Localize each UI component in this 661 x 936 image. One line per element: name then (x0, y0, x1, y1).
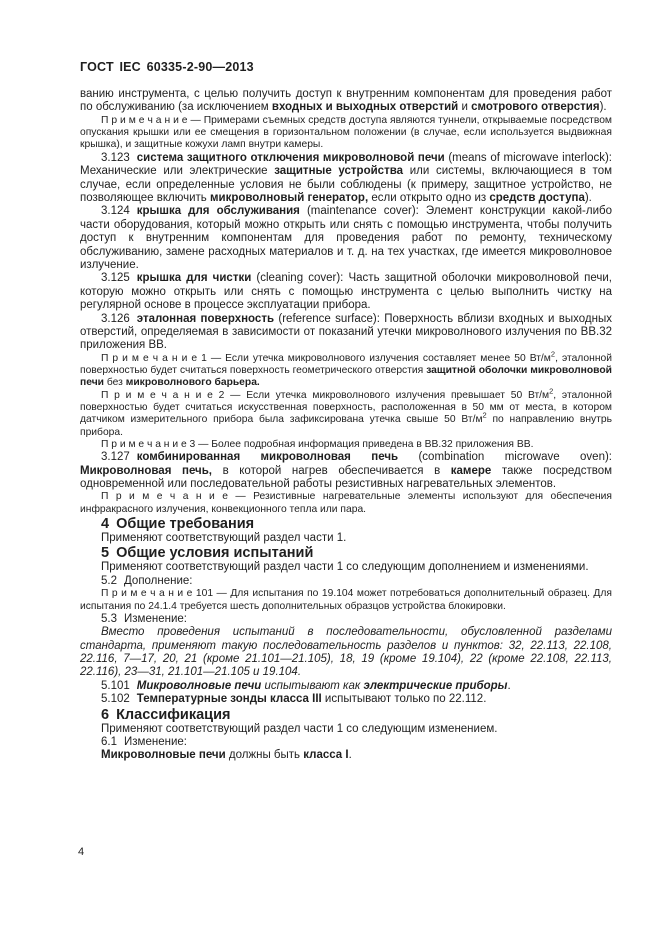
text-run: П р и м е ч а н и е — Примерами съемных средств доступа являются туннели, открываемые посредством опускания крышки или ее смещения в горизонтальном положении (в случае, если используется выдвижная крышка), и защитные кожухи ламп внутри камеры. (80, 114, 612, 151)
text-run: П р и м е ч а н и е 101 — Для испытания по 19.104 может потребоваться дополнительный образец. Для испытания по 24.1.4 требуется шесть дополнительных образцов устройства блокировки. (80, 588, 612, 612)
note-1-reference-surface (80, 349, 612, 390)
text-run: защитной оболочки микроволновой (426, 365, 612, 377)
section-4-body (80, 532, 612, 545)
note-resistive-elements (80, 491, 612, 516)
text-run: Микроволновые печи (101, 749, 226, 762)
definition-3-124 (80, 205, 612, 272)
text-run: крышка для чистки (136, 272, 252, 285)
text-run: микроволновый генератор, (210, 191, 369, 204)
text-run: также посредством одновременной или последовательной работы резистивных нагревательных элементов. (80, 464, 613, 490)
definition-3-125 (80, 272, 612, 312)
text-run: входных и выходных отверстий (271, 101, 459, 114)
text-run: Изменение: (124, 736, 187, 749)
text-run: , эталонной поверхностью будет считаться поверхность геометрического отверстия (80, 352, 612, 377)
text-run: П р и м е ч а н и е 2 — Если утечка микроволнового излучения превышает 50 Вт/м (101, 389, 550, 401)
section-5-intro (80, 561, 612, 574)
superscript-text: 2 (550, 349, 556, 359)
text-run: эталонная поверхность (136, 312, 275, 325)
clause-5-3-text (80, 626, 612, 680)
text-run: испытывают как (261, 679, 364, 692)
text-run: средств доступа (489, 191, 585, 204)
note-101 (80, 588, 612, 613)
text-run: смотрового отверстия (471, 101, 600, 114)
text-run: Общие условия испытаний (116, 545, 314, 562)
definition-3-127 (80, 451, 612, 491)
text-run: крышка для обслуживания (136, 205, 300, 218)
text-run: в которой нагрев обеспечивается в (212, 464, 451, 477)
text-run: Изменение: (124, 612, 187, 625)
definition-3-126 (80, 313, 612, 353)
text-run: микроволнового барьера. (125, 377, 260, 389)
note-2-reference-surface (80, 386, 612, 439)
text-run: . (348, 749, 352, 762)
text-run: 5.2 (101, 574, 117, 587)
text-run: ). (599, 101, 607, 114)
text-run: камере (450, 464, 492, 477)
clause-5-101 (80, 680, 612, 693)
text-run: Применяют соответствующий раздел части 1 со следующим изменением. (101, 722, 498, 735)
text-run: печи (80, 377, 104, 389)
text-run: (means of microwave interlock): Механические или электрические (80, 151, 612, 178)
text-run: (maintenance cover): Элемент конструкции какой-либо части оборудования, который можно открыть или снять с помощью инструмента, чтобы получить доступ к внутренним компонентам для проведения работ по ремонту, техническому обслуживанию, замене расходных материалов и т. д. на тех участках, где имеется микроволновое излучение. (80, 205, 612, 271)
note-3-reference-surface (80, 439, 612, 451)
text-run: Общие требования (116, 515, 255, 532)
clause-5-2 (80, 575, 612, 588)
text-run: система защитного отключения микроволновой печи (136, 151, 445, 164)
text-run: 5.3 (101, 612, 117, 625)
section-heading-4 (80, 516, 612, 532)
page-number: 4 (78, 846, 85, 858)
text-run: 5.102 (101, 693, 130, 706)
section-heading-6 (80, 707, 612, 723)
text-run: П р и м е ч а н и е 1 — Если утечка микроволнового излучения составляет менее 50 Вт/м (101, 352, 551, 364)
text-run: 3.124 (101, 205, 130, 218)
text-run: 5.101 (101, 679, 130, 692)
text-run: Дополнение: (124, 574, 193, 587)
text-run: или системы, включающиеся в том случае, если определенные условия не были соблюдены (к примеру, защитное устройство, не позволяющее включить (80, 165, 612, 204)
text-run: 3.126 (101, 312, 130, 325)
text-run: испытывают только по 22.112. (321, 693, 487, 706)
text-run: П р и м е ч а н и е 3 — Более подробная информация приведена в BB.32 приложения BB. (101, 438, 534, 450)
document-body (80, 88, 612, 763)
text-run: Температурные зонды класса III (136, 693, 322, 706)
text-run: 4 (101, 515, 110, 532)
text-run: по направлению внутрь прибора. (80, 414, 612, 438)
text-run: П р и м е ч а н и е — Резистивные нагревательные элементы используют для обеспечения инфракрасного излучения, конвекционного тепла или пара. (80, 491, 612, 515)
text-run: 6 (101, 706, 110, 723)
clause-6-1-text (80, 749, 612, 762)
text-run: Вместо проведения испытаний в последовательности, обусловленной разделами стандарта, применяют такую последовательность разделов и пунктов: 32, 22.113, 22.108, 22.116, 7—17, 20, 21 (кроме 21.101—21.105), 18, 19 (кроме 19.104), 22 (кроме 22.108, 22.113, 22.116), 23—31, 21.101—21.105 и 19.104. (80, 626, 612, 679)
text-run: (reference surface): Поверхность вблизи входных и выходных отверстий, определяемая в зависимости от показаний утечки микроволнового излучения по BB.32 приложения BB. (80, 312, 613, 352)
clause-6-1 (80, 736, 612, 749)
text-run: Микроволновая печь, (80, 464, 212, 477)
text-run: 3.127 (101, 451, 130, 464)
text-run: без (104, 377, 126, 389)
text-run: класса I (303, 749, 349, 762)
section-6-intro (80, 723, 612, 736)
text-run: (combination microwave oven): (398, 451, 612, 464)
text-run: защитные устройства (274, 165, 404, 178)
text-run: ). (584, 191, 592, 204)
text-run: Микроволновые печи (136, 679, 262, 692)
text-run: электрические приборы (363, 679, 508, 692)
text-run: 5 (101, 545, 110, 562)
superscript-text: 2 (549, 386, 554, 396)
clause-5-102 (80, 693, 612, 706)
superscript-text: 2 (482, 410, 487, 420)
clause-5-3 (80, 613, 612, 626)
text-run: Применяют соответствующий раздел части 1. (101, 531, 347, 544)
text-run: 6.1 (101, 736, 117, 749)
text-run: комбинированная микроволновая печь (136, 451, 399, 464)
text-run: если открыто одно из (368, 191, 490, 204)
text-run: 3.123 (101, 151, 130, 164)
text-run: должны быть (225, 749, 304, 762)
document-title: ГОСТ IEC 60335-2-90—2013 (80, 60, 254, 74)
text-run: , эталонной поверхностью будет считаться искусственная поверхность, расположенная в 50 мм от места, в котором датчиком измерительного прибора была зафиксирована утечка свыше 50 Вт/м (80, 389, 612, 426)
definition-3-123 (80, 152, 612, 206)
section-heading-5 (80, 545, 612, 561)
note-access-means (80, 115, 612, 152)
text-run: 3.125 (101, 272, 130, 285)
text-run: Классификация (116, 706, 231, 723)
text-run: . (507, 679, 511, 692)
text-run: ванию инструмента, с целью получить доступ к внутренним компонентам для проведения работ по обслуживанию (за исключением (80, 88, 612, 114)
text-run: Применяют соответствующий раздел части 1 со следующим дополнением и изменениями. (101, 561, 589, 574)
continuation-paragraph (80, 88, 612, 115)
text-run: (cleaning cover): Часть защитной оболочки микроволновой печи, которую можно открыть или снять с помощью инструмента с целью выполнить чистку на регулярной основе в процессе эксплуатации прибора. (80, 272, 612, 312)
text-run: и (458, 101, 472, 114)
